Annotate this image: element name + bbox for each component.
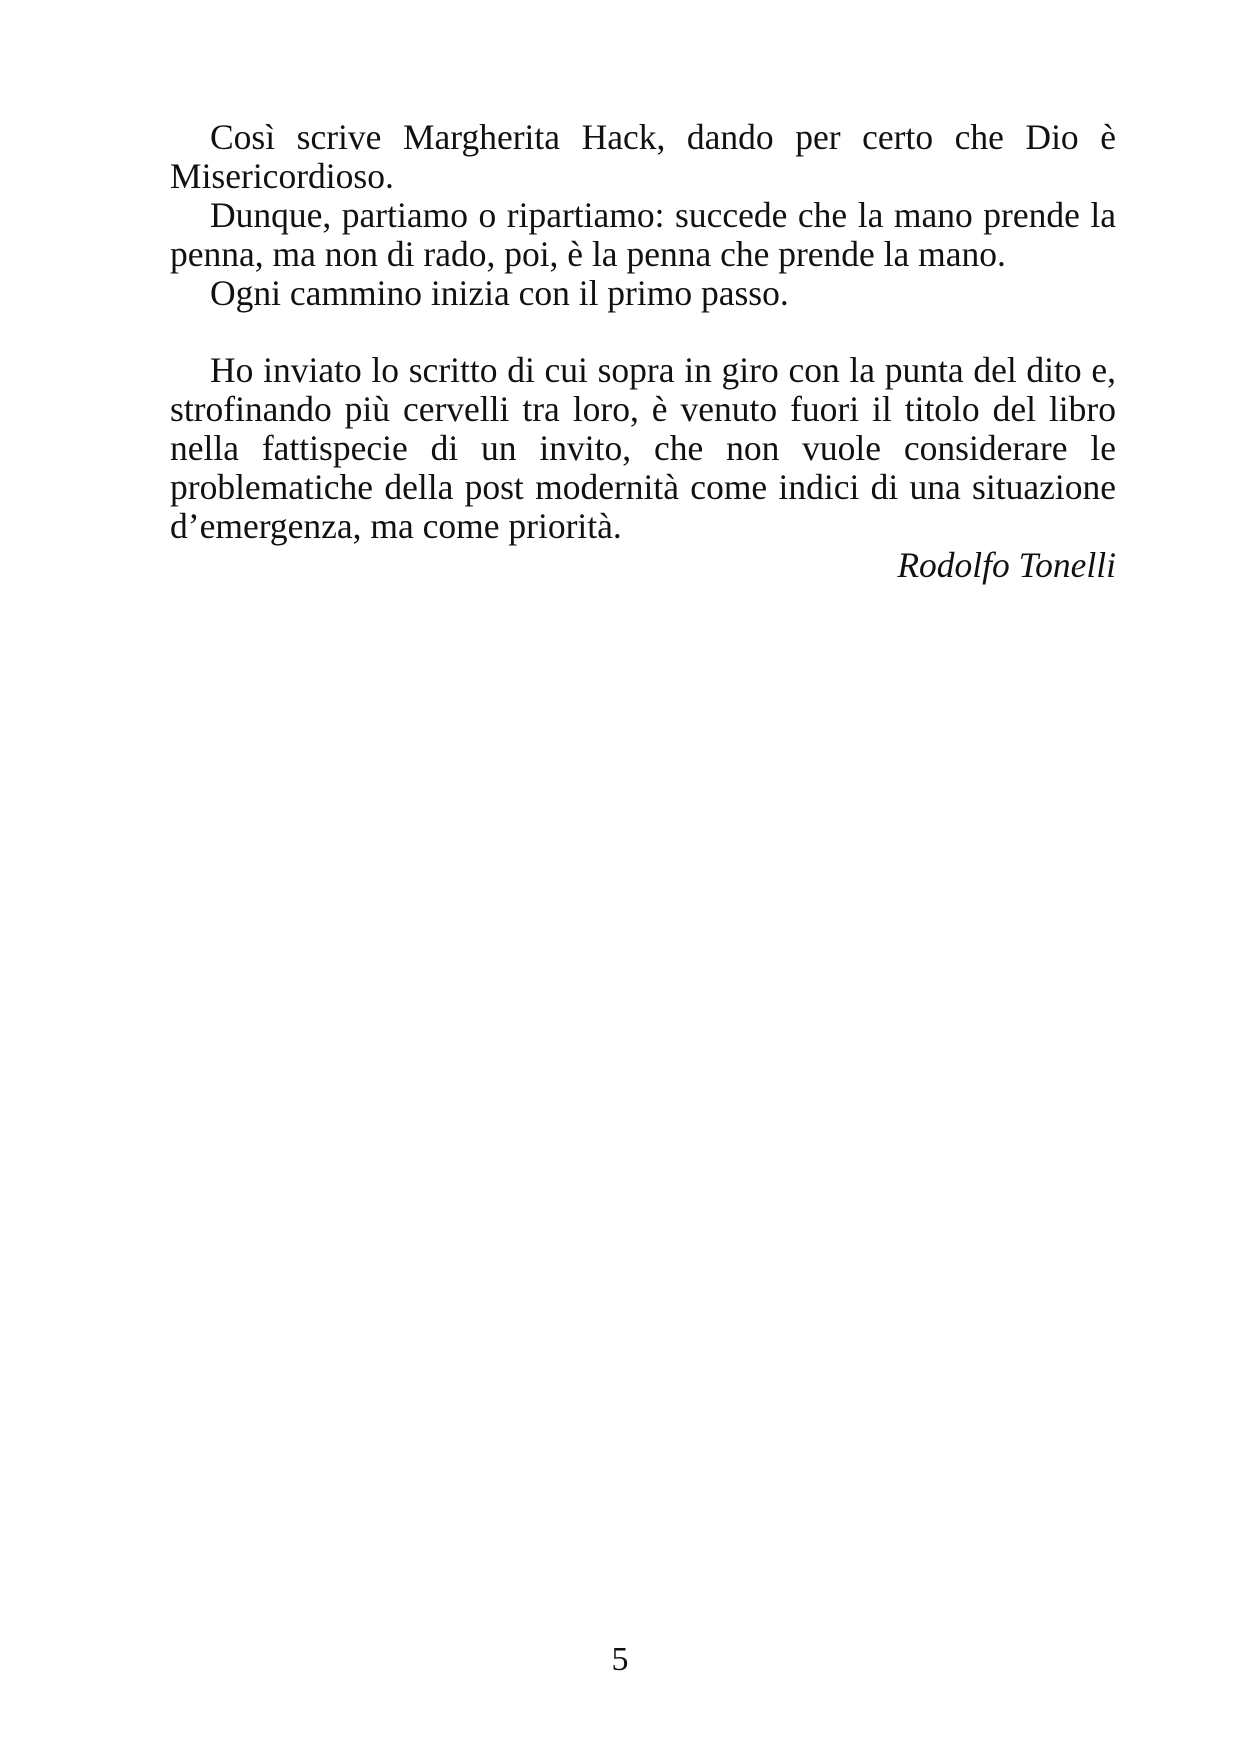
page-number: 5 (611, 1641, 629, 1678)
paragraph-3: Ogni cammino inizia con il primo passo. (210, 273, 789, 313)
paragraph-2: Dunque, partiamo o ripartiamo: succede che la mano prende la penna, ma non di rado, poi, è la penna che prende la mano. (170, 195, 1116, 274)
body-text (170, 118, 1116, 585)
paragraph-gap (170, 313, 1116, 351)
author-signature: Rodolfo Tonelli (897, 545, 1116, 585)
paragraph-1: Così scrive Margherita Hack, dando per certo che Dio è Misericordioso. (170, 117, 1116, 196)
paragraph-4: Ho inviato lo scritto di cui sopra in giro con la punta del dito e, strofinando più cervelli tra loro, è venuto fuori il titolo del libro nella fattispecie di un invito, che non vuole considerare le problematiche della post modernità come indici di una situazione d’emergenza, ma come priorità. (170, 350, 1116, 546)
